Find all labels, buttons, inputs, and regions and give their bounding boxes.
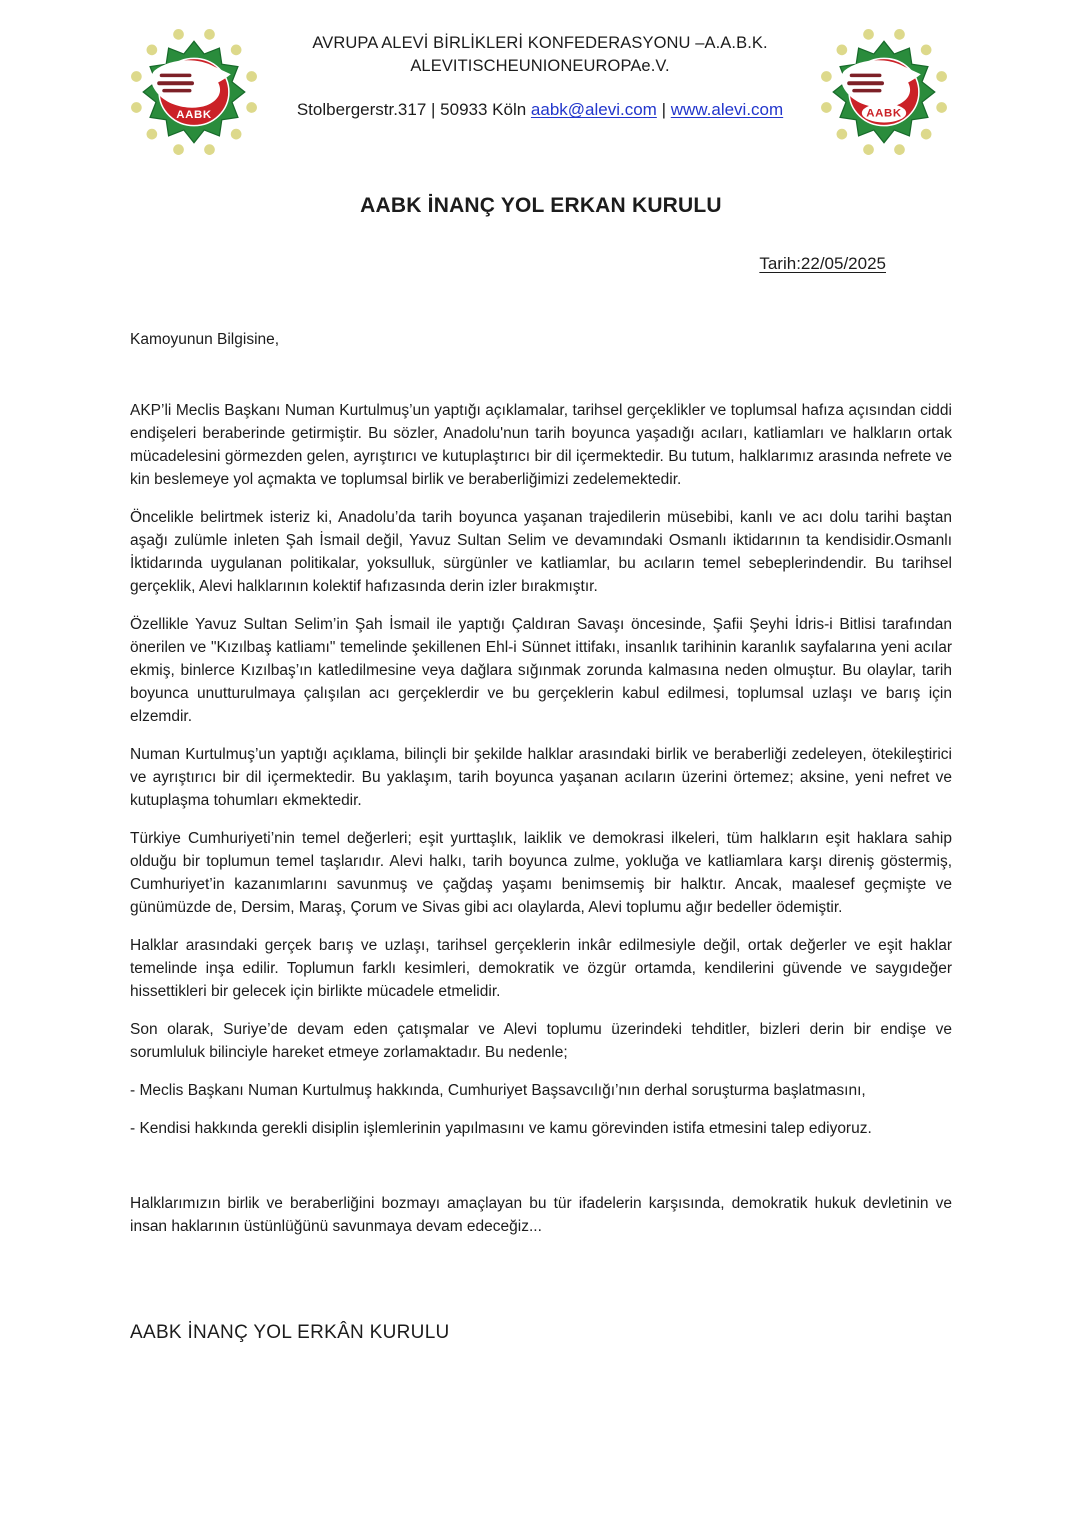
address-text: Stolbergerstr.317 | 50933 Köln [296, 100, 527, 119]
demand-item-1: - Meclis Başkanı Numan Kurtulmuş hakkında, Cumhuriyet Başsavcılığı’nın derhal soruşturma başlatmasını, [130, 1082, 866, 1099]
paragraph-6: Halklar arasındaki gerçek barış ve uzlaşı, tarihsel gerçeklerin inkâr edilmesiyle değil, ortak değerler ve eşit haklar temelinde inşa edilir. Toplumun farklı kesimleri, demokratik ve özgür ortamda, kendilerini güvende ve saygıdeğer hissettikleri bir gelecek için birlikte mücadele etmelidir. [130, 937, 952, 1000]
paragraph-1: AKP’li Meclis Başkanı Numan Kurtulmuş’un yaptığı açıklamalar, tarihsel gerçeklikler ve toplumsal hafıza açısından ciddi endişeleri beraberinde getirmiştir. Bu sözler, Anadolu'nun tarih boyunca yaşadığı acıları, katliamları ve halkların ortak mücadelesini görmezden gelen, ayrıştırıcı ve kutuplaştırıcı bir dil içermektedir. Bu tutum, halklarımız arasında nefrete ve kin beslemeye yol açmakta ve toplumsal birlik ve beraberliğimizi zedelemektedir. [130, 402, 952, 488]
org-name-line2: ALEVITISCHEUNIONEUROPAe.V. [410, 57, 670, 75]
email-link[interactable]: aabk@alevi.com [530, 100, 657, 119]
date-value: Tarih:22/05/2025 [759, 254, 886, 273]
aabk-logo-right [818, 24, 950, 160]
demand-item-2: - Kendisi hakkında gerekli disiplin işlemlerinin yapılmasını ve kamu görevinden istifa etmesini talep ediyoruz. [130, 1120, 872, 1137]
paragraph-2: Öncelikle belirtmek isteriz ki, Anadolu’da tarih boyunca yaşanan trajedilerin müsebibi, kanlı ve acı dolu tarihi baştan aşağı zulümle inleten Şah İsmail değil, Yavuz Sultan Selim ve devamındaki Osmanlı iktidarının ta kendisidir.Osmanlı İktidarında uygulanan politikalar, yoksulluk, sürgünler ve katliamlar, bu acıların temel sebeplerindendir. Bu tarihsel gerçeklik, Alevi halklarının kolektif hafızasında derin izler bırakmıştır. [130, 509, 952, 595]
link-separator: | [661, 100, 667, 119]
paragraph-5: Türkiye Cumhuriyeti’nin temel değerleri; eşit yurttaşlık, laiklik ve demokrasi ilkeleri, tüm halkların eşit haklara sahip olduğu bir toplumun temel taşlarıdır. Alevi halkı, tarih boyunca zulme, yokluğa ve katliamlara karşı direniş göstermiş, Cumhuriyet’in kazanımlarını savunmuş ve çağdaş yaşamı benimsemiş bir halktır. Ancak, maalesef geçmişte ve günümüzde de, Dersim, Maraş, Çorum ve Sivas gibi acı olaylarda, Alevi toplumu ağır bedeller ödemiştir. [130, 830, 952, 916]
org-name-line1: AVRUPA ALEVİ BİRLİKLERİ KONFEDERASYONU –A.A.B.K. [312, 34, 768, 52]
letter-body [130, 194, 952, 1344]
signature-line: AABK İNANÇ YOL ERKÂN KURULU [130, 1322, 450, 1343]
aabk-logo-left [128, 24, 260, 160]
paragraph-7: Son olarak, Suriye’de devam eden çatışmalar ve Alevi toplumu üzerindeki tehditler, bizleri derin bir endişe ve sorumluluk bilinciyle hareket etmeye zorlamaktadır. Bu nedenle; [130, 1021, 952, 1061]
date-line [130, 254, 952, 274]
document-title: AABK İNANÇ YOL ERKAN KURULU [360, 194, 722, 217]
paragraph-4: Numan Kurtulmuş’un yaptığı açıklama, bilinçli bir şekilde halklar arasındaki birlik ve beraberliği zedeleyen, ötekileştirici ve ayrıştırıcı bir dil içermektedir. Bu yaklaşım, tarih boyunca yaşanan acıların üzerini örtemez; aksine, yeni nefret ve kutuplaşma tohumları ekmektedir. [130, 746, 952, 809]
letterhead [0, 0, 1080, 170]
paragraph-3: Özellikle Yavuz Sultan Selim’in Şah İsmail ile yaptığı Çaldıran Savaşı öncesinde, Şafii Şeyhi İdris-i Bitlisi tarafından önerilen ve "Kızılbaş katliamı" temelinde şekillenen Ehl-i Sünnet ittifakı, insanlık tarihinin karanlık sayfalarına yeni acılar ekmiş, binlerce Kızılbaş’ın katledilmesine veya dağlara sığınmak zorunda kalmasına neden olmuştur. Bu olaylar, tarih boyunca unutturulmaya çalışılan acı gerçeklerdir ve bu gerçeklerin kabul edilmesi, toplumsal uzlaşı ve barış için elzemdir. [130, 616, 952, 725]
website-link[interactable]: www.alevi.com [670, 100, 784, 119]
closing-paragraph: Halklarımızın birlik ve beraberliğini bozmayı amaçlayan bu tür ifadelerin karşısında, demokratik hukuk devletinin ve insan haklarının üstünlüğünü savunmaya devam edeceğiz... [130, 1195, 952, 1235]
salutation: Kamoyunun Bilgisine, [130, 331, 280, 348]
logo-text: AABK [176, 109, 212, 122]
logo-text: AABK [866, 107, 902, 120]
